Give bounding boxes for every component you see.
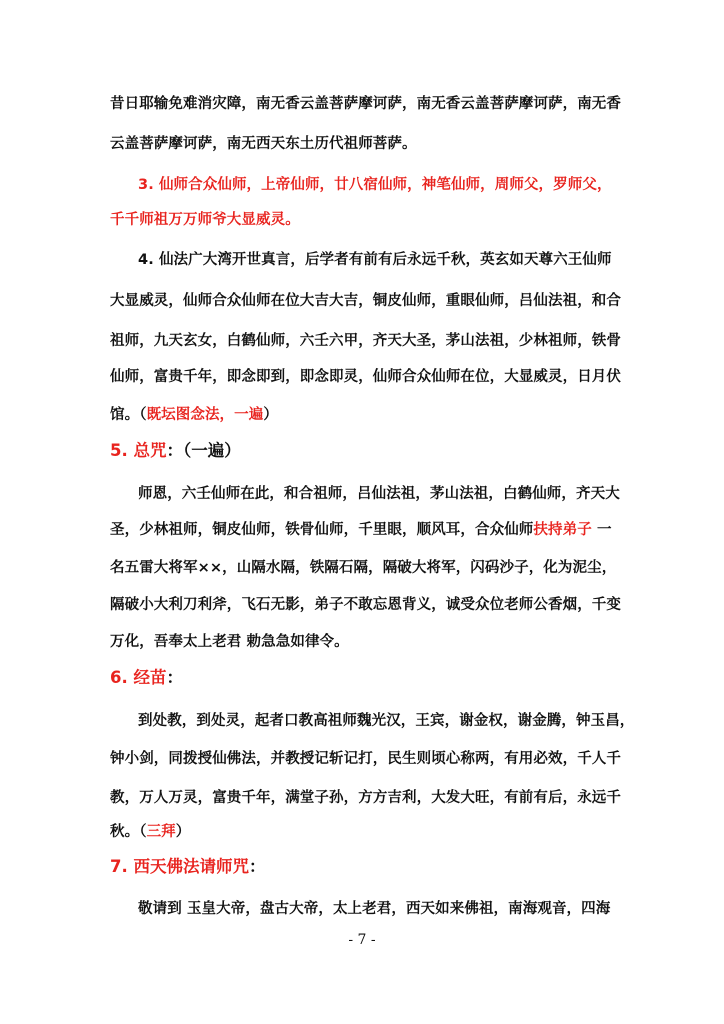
text-line: 教，万人万灵，富贵千年，满堂子孙，方方吉利，大发大旺，有前有后，永远千: [110, 790, 621, 806]
text-line: 到处教，到处灵，起者口教高祖师魏光汉，王宾，谢金权，谢金腾，钟玉昌，: [138, 713, 635, 729]
text-line: 大显威灵，仙师合众仙师在位大吉大吉，铜皮仙师，重眼仙师，吕仙法祖，和合: [110, 293, 621, 309]
heading-rest: ：（一遍）: [166, 441, 241, 460]
text-line: 隔破小大利刀利斧，飞石无影，弟子不敢忘恩背义，诚受众位老师公香烟，千变: [110, 597, 621, 613]
text-line: [110, 405, 615, 425]
text-line: 昔日耶输免难消灾障，南无香云盖菩萨摩诃萨，南无香云盖菩萨摩诃萨，南无香: [110, 96, 621, 112]
heading-7: [110, 856, 266, 878]
red-annotation: 三拜: [146, 824, 176, 840]
text-line: 祖师，九天玄女，白鹤仙师，六壬六甲，齐天大圣，茅山法祖，少林祖师，铁骨: [110, 333, 621, 349]
heading-rest: ：: [166, 668, 183, 687]
text-span: 秋。（: [110, 824, 147, 840]
heading-5: [110, 440, 241, 462]
text-line: 云盖菩萨摩诃萨，南无西天东土历代祖师菩萨。: [110, 136, 417, 152]
text-line: 名五雷大将军××，山隔水隔，铁隔石隔，隔破大将军，闪码沙子，化为泥尘，: [110, 560, 617, 576]
text-line: 万化，吾奉太上老君 勅急急如律令。: [110, 634, 349, 650]
heading-title: 经苗: [133, 668, 167, 687]
red-annotation: 既坛图念法，一遍: [146, 407, 264, 423]
text-line: [110, 520, 615, 540]
text-line: 敬请到 玉皇大帝，盘古大帝，太上老君，西天如来佛祖，南海观音，四海: [138, 901, 611, 917]
heading-number: 6.: [110, 668, 128, 687]
text-line: [110, 822, 615, 842]
heading-number: 5.: [110, 441, 128, 460]
item-3-line: 3. 仙师合众仙师，上帝仙师，廿八宿仙师，神笔仙师，周师父，罗师父，: [138, 177, 612, 193]
heading-title: 总咒: [133, 441, 167, 460]
page-number: - 7 -: [348, 932, 376, 948]
heading-rest: ：: [249, 857, 266, 876]
text-span: 圣，少林祖师，铜皮仙师，铁骨仙师，千里眼，顺风耳，合众仙师: [110, 522, 534, 538]
text-span: ）: [263, 407, 278, 423]
item-4-line: 4. 仙法广大湾开世真言，后学者有前有后永远千秋，英玄如天尊六王仙师: [138, 252, 612, 268]
text-line: 钟小剑，同拨授仙佛法，并教授记斩记打，民生则顷心称两，有用必效，千人千: [110, 751, 621, 767]
text-span: 一: [591, 522, 612, 538]
heading-number: 7.: [110, 857, 128, 876]
text-span: ）: [175, 824, 191, 840]
heading-title: 西天佛法请师咒: [133, 857, 249, 876]
heading-6: [110, 667, 183, 689]
red-annotation: 扶持弟子: [533, 522, 592, 538]
text-line: 仙师，富贵千年，即念即到，即念即灵，仙师合众仙师在位，大显威灵，日月伏: [110, 369, 621, 385]
item-3-line-cont: 千千师祖万万师爷大显威灵。: [110, 212, 300, 228]
text-span: 馆。（: [110, 407, 147, 423]
text-line: 师恩，六壬仙师在此，和合祖师，吕仙法祖，茅山法祖，白鹤仙师，齐天大: [138, 486, 620, 502]
